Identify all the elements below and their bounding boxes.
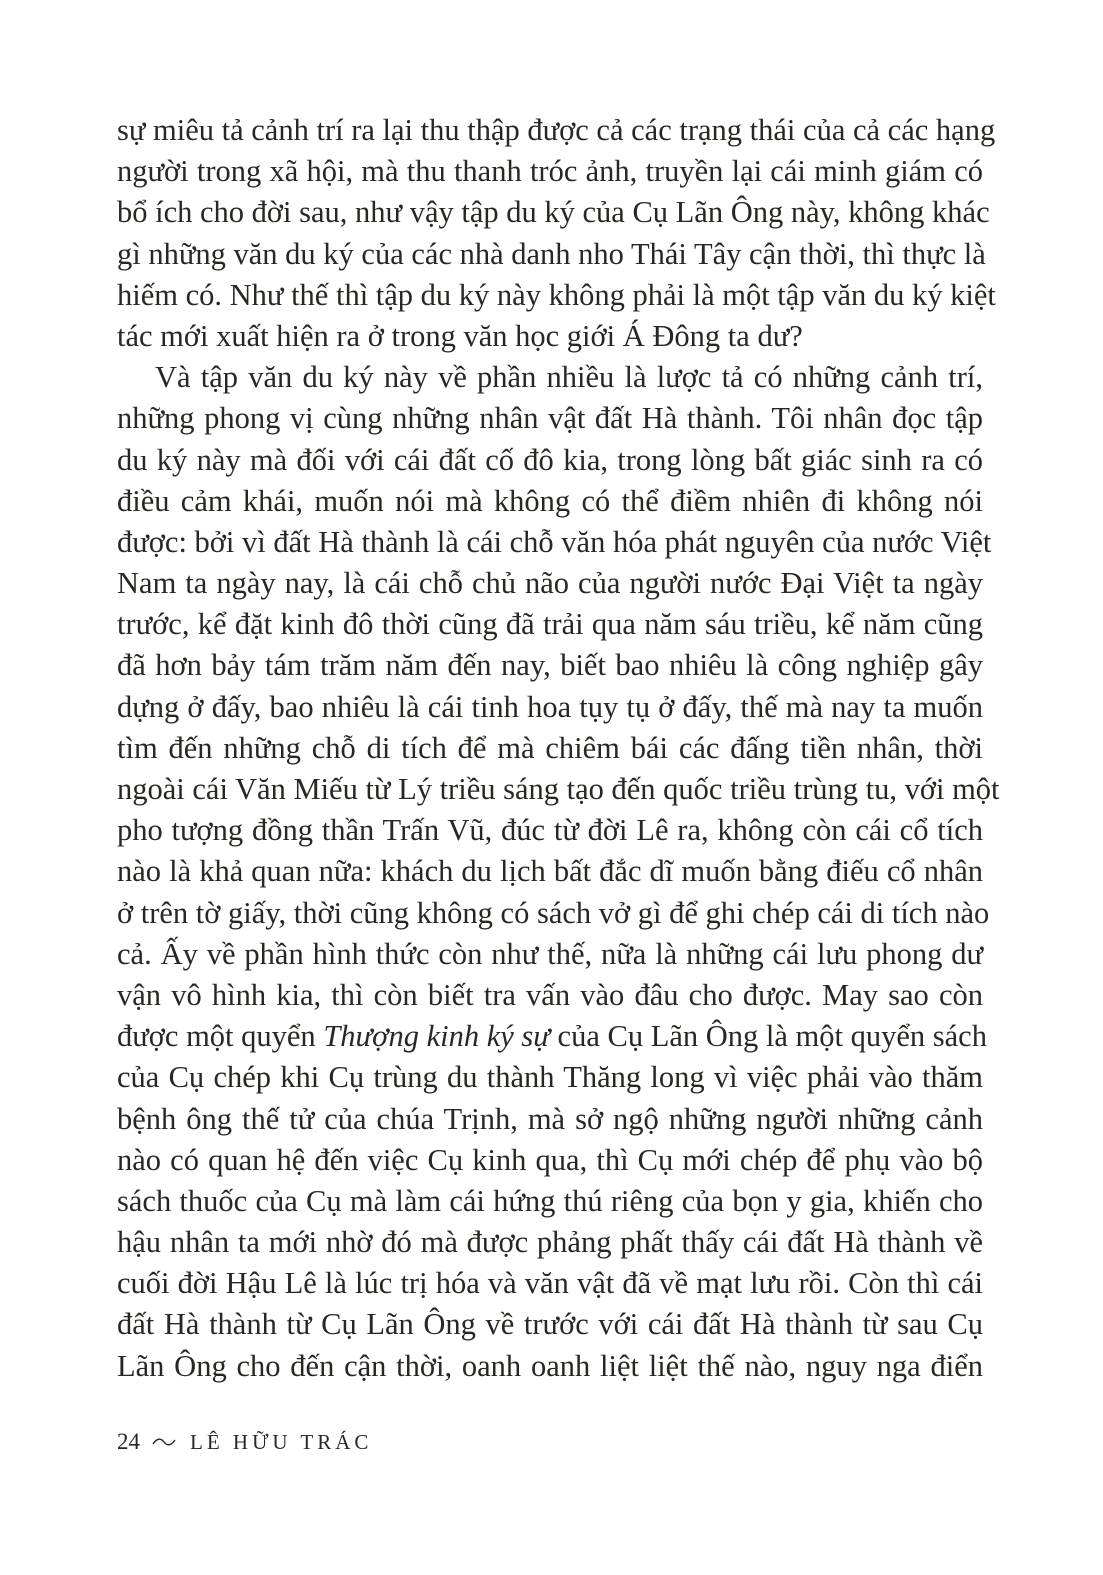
- text-line: người trong xã hội, mà thu thanh tróc ảnh, truyền lại cái minh giám có: [117, 154, 983, 189]
- text-line: hậu nhân ta mới nhờ đó mà được phảng phất thấy cái đất Hà thành về: [117, 1225, 983, 1260]
- text-line: vận vô hình kia, thì còn biết tra vấn vào đâu cho được. May sao còn: [117, 977, 983, 1012]
- text-line: Nam ta ngày nay, là cái chỗ chủ não của người nước Đại Việt ta ngày: [117, 566, 983, 601]
- body-text: [117, 110, 1000, 1387]
- tilde-ornament-icon: [152, 1436, 176, 1448]
- text-line: Và tập văn du ký này về phần nhiều là lược tả có những cảnh trí,: [155, 360, 983, 395]
- text-line: tác mới xuất hiện ra ở trong văn học giới Á Đông ta dư?: [117, 318, 803, 353]
- text-line: đất Hà thành từ Cụ Lãn Ông về trước với cái đất Hà thành từ sau Cụ: [117, 1307, 983, 1342]
- text-line: gì những văn du ký của các nhà danh nho Thái Tây cận thời, thì thực là: [117, 236, 986, 271]
- text-line: điều cảm khái, muốn nói mà không có thể điềm nhiên đi không nói: [117, 483, 983, 518]
- text-line-with-book-title: [117, 1016, 987, 1057]
- text-line: được: bởi vì đất Hà thành là cái chỗ văn hóa phát nguyên của nước Việt: [117, 524, 992, 559]
- page-number: 24: [117, 1429, 140, 1454]
- text-line: hiếm có. Như thế thì tập du ký này không phải là một tập văn du ký kiệt: [117, 277, 996, 312]
- text-line: sách thuốc của Cụ mà làm cái hứng thú riêng của bọn y gia, khiến cho: [117, 1183, 983, 1218]
- text-line: ở trên tờ giấy, thời cũng không có sách vở gì để ghi chép cái di tích nào: [117, 895, 990, 930]
- text-line: bệnh ông thế tử của chúa Trịnh, mà sở ngộ những người những cảnh: [117, 1101, 983, 1136]
- text-line: tìm đến những chỗ di tích để mà chiêm bái các đấng tiền nhân, thời: [117, 730, 983, 765]
- text-line: những phong vị cùng những nhân vật đất Hà thành. Tôi nhân đọc tập: [117, 401, 983, 436]
- text-line: pho tượng đồng thần Trấn Vũ, đúc từ đời Lê ra, không còn cái cổ tích: [117, 813, 983, 848]
- text-before-title: được một quyển: [117, 1019, 324, 1054]
- page-footer: [117, 1427, 372, 1457]
- text-after-title: của Cụ Lãn Ông là một quyển sách: [549, 1019, 987, 1054]
- text-line: nào là khả quan nữa: khách du lịch bất đắc dĩ muốn bằng điếu cổ nhân: [117, 854, 983, 889]
- running-header-author: LÊ HỮU TRÁC: [190, 1429, 373, 1454]
- text-line: bổ ích cho đời sau, như vậy tập du ký của Cụ Lãn Ông này, không khác: [117, 195, 990, 230]
- text-line: Lãn Ông cho đến cận thời, oanh oanh liệt liệt thế nào, nguy nga điển: [117, 1348, 983, 1383]
- text-line: dựng ở đấy, bao nhiêu là cái tinh hoa tụy tụ ở đấy, thế mà nay ta muốn: [117, 689, 983, 724]
- text-line: sự miêu tả cảnh trí ra lại thu thập được cả các trạng thái của cả các hạng: [117, 113, 996, 147]
- text-line: nào có quan hệ đến việc Cụ kinh qua, thì Cụ mới chép để phụ vào bộ: [117, 1142, 983, 1177]
- text-line: của Cụ chép khi Cụ trùng du thành Thăng long vì việc phải vào thăm: [117, 1060, 983, 1095]
- text-line: đã hơn bảy tám trăm năm đến nay, biết bao nhiêu là công nghiệp gây: [117, 648, 983, 683]
- text-line: ngoài cái Văn Miếu từ Lý triều sáng tạo đến quốc triều trùng tu, với một: [117, 772, 1000, 806]
- book-title: Thượng kinh ký sự: [323, 1019, 550, 1054]
- text-line: cả. Ấy về phần hình thức còn như thế, nữa là những cái lưu phong dư: [117, 936, 983, 971]
- text-line: du ký này mà đối với cái đất cố đô kia, trong lòng bất giác sinh ra có: [117, 442, 983, 477]
- text-line: cuối đời Hậu Lê là lúc trị hóa và văn vật đã về mạt lưu rồi. Còn thì cái: [117, 1266, 983, 1301]
- text-line: trước, kể đặt kinh đô thời cũng đã trải qua năm sáu triều, kể năm cũng: [117, 607, 983, 642]
